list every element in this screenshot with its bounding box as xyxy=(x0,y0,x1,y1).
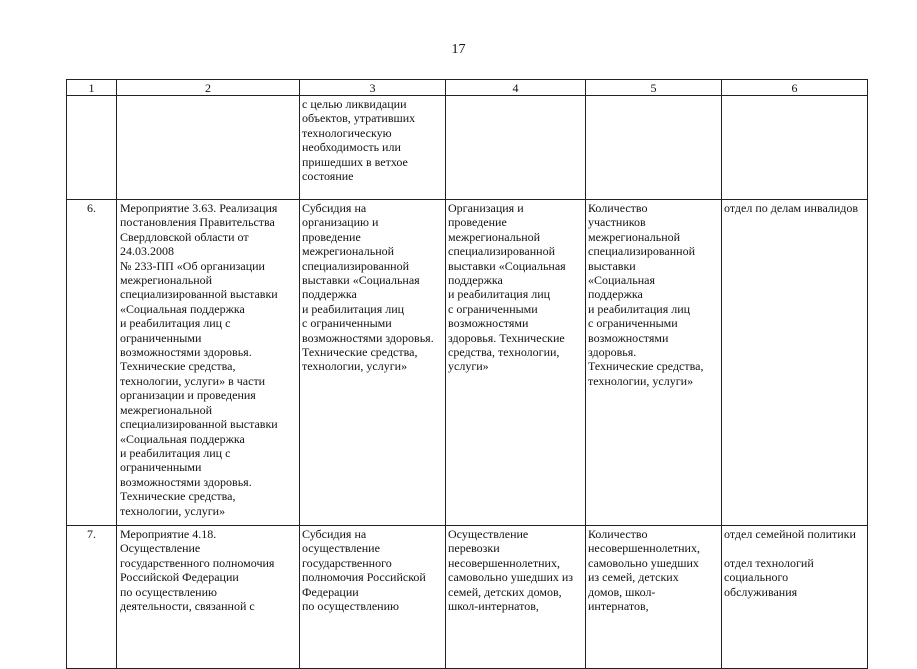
header-cell-1: 1 xyxy=(67,80,117,96)
funding-cell: Субсидия на осуществление государственного полномочия Российской Федерации по осуществлению xyxy=(300,526,446,669)
task-cell: Осуществление перевозки несовершеннолетних, самовольно ушедших из семей, детских домов, школ-интернатов, xyxy=(446,526,586,669)
table-row xyxy=(67,96,868,200)
activity-cell xyxy=(117,96,300,200)
table-row xyxy=(67,200,868,526)
department-cell: отдел семейной политики отдел технологий социального обслуживания xyxy=(722,526,868,669)
row-number-cell xyxy=(67,96,117,200)
indicator-cell: Количество участников межрегиональной специализированной выставки «Социальная поддержка и реабилитация лиц с ограниченными возможностями здоровья. Технические средства, технологии, услуги» xyxy=(586,200,722,526)
activity-cell: Мероприятие 4.18. Осуществление государственного полномочия Российской Федерации по осуществлению деятельности, связанной с xyxy=(117,526,300,669)
row-number-cell: 7. xyxy=(67,526,117,669)
document-table xyxy=(66,79,868,669)
task-cell: Организация и проведение межрегиональной специализированной выставки «Социальная поддержка и реабилитация лиц с ограниченными возможностями здоровья. Технические средства, технологии, услуги» xyxy=(446,200,586,526)
activity-cell: Мероприятие 3.63. Реализация постановления Правительства Свердловской области от 24.03.2008 № 233-ПП «Об организации межрегиональной специализированной выставки «Социальная поддержка и реабилитация лиц с ограниченными возможностями здоровья. Технические средства, технологии, услуги» в части организации и проведения межрегиональной специализированной выставки «Социальная поддержка и реабилитация лиц с ограниченными возможностями здоровья. Технические средства, технологии, услуги» xyxy=(117,200,300,526)
funding-cell: Субсидия на организацию и проведение межрегиональной специализированной выставки «Социальная поддержка и реабилитация лиц с ограниченными возможностями здоровья. Технические средства, технологии, услуги» xyxy=(300,200,446,526)
header-cell-2: 2 xyxy=(117,80,300,96)
table-header-row xyxy=(67,80,868,96)
row-number-cell: 6. xyxy=(67,200,117,526)
page-number: 17 xyxy=(451,42,466,57)
document-table-container xyxy=(66,79,869,614)
table-row xyxy=(67,526,868,669)
department-cell xyxy=(722,96,868,200)
indicator-cell: Количество несовершеннолетних, самовольно ушедших из семей, детских домов, школ- интернатов, xyxy=(586,526,722,669)
header-cell-6: 6 xyxy=(722,80,868,96)
header-cell-4: 4 xyxy=(446,80,586,96)
header-cell-3: 3 xyxy=(300,80,446,96)
task-cell xyxy=(446,96,586,200)
indicator-cell xyxy=(586,96,722,200)
department-cell: отдел по делам инвалидов xyxy=(722,200,868,526)
funding-cell: с целью ликвидации объектов, утративших технологическую необходимость или пришедших в ветхое состояние xyxy=(300,96,446,200)
header-cell-5: 5 xyxy=(586,80,722,96)
